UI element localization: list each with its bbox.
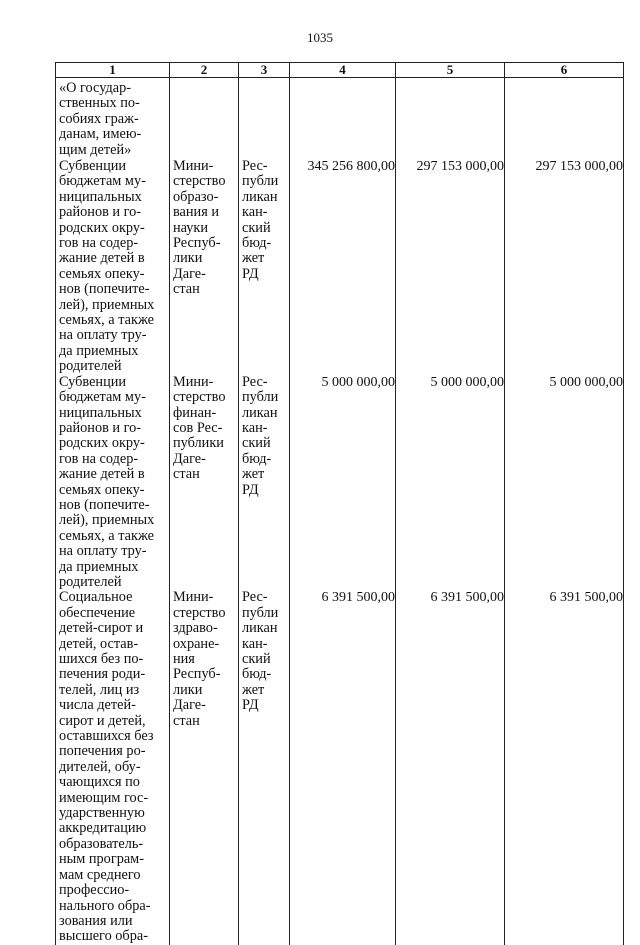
row-ministry [170,78,239,160]
row-ministry: Мини- стерство финан- сов Рес- публики Даге- стан [170,375,239,591]
row-description: Социальное обеспечение детей-сирот и детей, остав- шихся без по- печения роди- телей, лиц из числа детей- сирот и детей, оставшихся без попечения ро- дителей, обу- чающихся по имеющим гос- ударственную аккредитацию образователь- ным програм- мам среднего профессио- нального обра- зования или высшего обра- [56,590,170,944]
row-amount-col6: 297 153 000,00 [505,159,624,375]
row-budget [239,78,290,160]
row-amount-col6 [505,78,624,160]
column-header-2: 2 [170,63,239,78]
row-description: Субвенции бюджетам му- ниципальных районов и го- родских окру- гов на содер- жание детей в семьях опеку- нов (попечите- лей), приемных семьях, а также на оплату тру- да приемных родителей [56,375,170,591]
row-amount-col5: 6 391 500,00 [396,590,505,944]
table-header-row [56,63,624,78]
column-header-6: 6 [505,63,624,78]
row-amount-col6: 6 391 500,00 [505,590,624,944]
row-budget: Рес- публи ликан кан- ский бюд- жет РД [239,375,290,591]
budget-table [55,62,624,945]
row-amount-col5 [396,78,505,160]
column-header-1: 1 [56,63,170,78]
row-amount-col4 [290,78,396,160]
row-amount-col6: 5 000 000,00 [505,375,624,591]
row-amount-col5: 297 153 000,00 [396,159,505,375]
page-number: 1035 [307,30,333,45]
row-ministry: Мини- стерство здраво- охране- ния Респуб- лики Даге- стан [170,590,239,944]
column-header-4: 4 [290,63,396,78]
row-amount-col4: 345 256 800,00 [290,159,396,375]
table-row [56,159,624,375]
column-header-3: 3 [239,63,290,78]
column-header-5: 5 [396,63,505,78]
row-amount-col5: 5 000 000,00 [396,375,505,591]
row-amount-col4: 6 391 500,00 [290,590,396,944]
row-ministry: Мини- стерство образо- вания и науки Респуб- лики Даге- стан [170,159,239,375]
table-row [56,590,624,944]
table-row [56,375,624,591]
row-amount-col4: 5 000 000,00 [290,375,396,591]
row-budget: Рес- публи ликан кан- ский бюд- жет РД [239,159,290,375]
row-description: Субвенции бюджетам му- ниципальных районов и го- родских окру- гов на содер- жание детей в семьях опеку- нов (попечите- лей), приемных семьях, а также на оплату тру- да приемных родителей [56,159,170,375]
row-budget: Рес- публи ликан кан- ский бюд- жет РД [239,590,290,944]
table-row [56,78,624,160]
row-description: «О государ- ственных по- собиях граж- данам, имею- щим детей» [56,78,170,160]
